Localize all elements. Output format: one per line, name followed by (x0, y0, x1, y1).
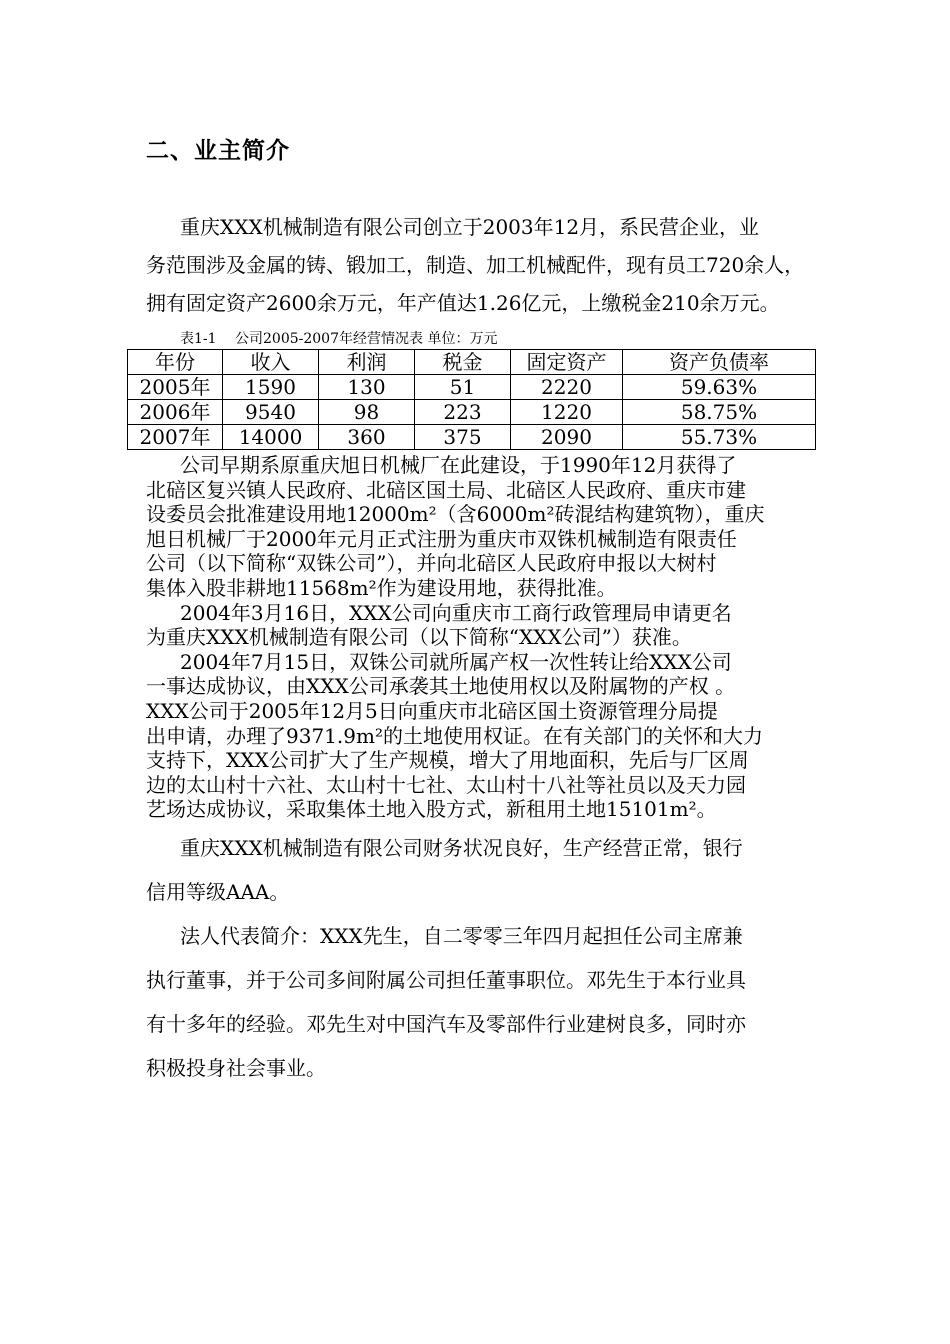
history-line: 艺场达成协议，采取集体土地入股方式，新租用土地15101m²。 (146, 797, 717, 822)
intro-line: 拥有固定资产2600余万元，年产值达1.26亿元，上缴税金210余万元。 (146, 291, 780, 315)
financial-table (127, 349, 816, 450)
table-header-row (128, 350, 816, 375)
history-line: 边的太山村十六社、太山村十七社、太山村十八社等社员以及天力园 (146, 772, 746, 797)
table-cell: 130 (319, 375, 415, 400)
column-header: 资产负债率 (623, 350, 816, 375)
column-header: 年份 (128, 350, 223, 375)
column-header: 利润 (319, 350, 415, 375)
history-paragraphs (146, 453, 818, 822)
table-row (128, 375, 816, 400)
closing-line: 信用等级AAA。 (146, 880, 290, 904)
table-caption (180, 328, 511, 348)
table-cell: 55.73% (623, 425, 816, 450)
history-line: 2004年3月16日，XXX公司向重庆市工商行政管理局申请更名 (180, 600, 732, 625)
history-line: 公司（以下简称“双铢公司”），并向北碚区人民政府申报以大树村 (146, 551, 717, 576)
intro-paragraph (146, 208, 818, 322)
table-cell: 2220 (511, 375, 623, 400)
history-line: 北碚区复兴镇人民政府、北碚区国土局、北碚区人民政府、重庆市建 (146, 477, 746, 502)
history-line: 公司早期系原重庆旭日机械厂在此建设，于1990年12月获得了 (180, 453, 737, 477)
column-header: 固定资产 (511, 350, 623, 375)
history-line: 为重庆XXX机械制造有限公司（以下简称“XXX公司”）获准。 (146, 625, 692, 650)
table-row (128, 400, 816, 425)
closing-line: 执行董事，并于公司多间附属公司担任董事职位。邓先生于本行业具 (146, 968, 746, 992)
column-header: 收入 (223, 350, 319, 375)
history-line: 2004年7月15日，双铢公司就所属产权一次性转让给XXX公司 (180, 649, 732, 674)
history-line: XXX公司于2005年12月5日向重庆市北碚区国土资源管理分局提 (146, 698, 718, 723)
column-header: 税金 (415, 350, 511, 375)
history-line: 一事达成协议，由XXX公司承袭其土地使用权以及附属物的产权 。 (146, 674, 736, 699)
closing-line: 积极投身社会事业。 (146, 1056, 326, 1080)
history-line: 集体入股非耕地11568m²作为建设用地，获得批准。 (146, 575, 617, 600)
table-cell: 1220 (511, 400, 623, 425)
intro-line: 重庆XXX机械制造有限公司创立于2003年12月，系民营企业，业 (180, 215, 760, 239)
closing-line: 有十多年的经验。邓先生对中国汽车及零部件行业建树良多，同时亦 (146, 1012, 746, 1036)
history-line: 支持下，XXX公司扩大了生产规模，增大了用地面积，先后与厂区周 (146, 748, 749, 773)
table-number: 表1-1 (180, 331, 217, 347)
table-cell: 2005年 (128, 375, 223, 400)
table-cell: 51 (415, 375, 511, 400)
table-cell: 2007年 (128, 425, 223, 450)
table-cell: 360 (319, 425, 415, 450)
table-cell: 375 (415, 425, 511, 450)
history-line: 旭日机械厂于2000年元月正式注册为重庆市双铢机械制造有限责任 (146, 526, 737, 551)
table-row (128, 425, 816, 450)
table-title: 公司2005-2007年经营情况表 单位：万元 (235, 331, 498, 347)
table-cell: 14000 (223, 425, 319, 450)
history-line: 设委员会批准建设用地12000m²（含6000m²砖混结构建筑物），重庆 (146, 502, 765, 527)
table-cell: 9540 (223, 400, 319, 425)
closing-paragraphs (146, 826, 818, 1090)
table-cell: 2090 (511, 425, 623, 450)
table-cell: 1590 (223, 375, 319, 400)
table-cell: 2006年 (128, 400, 223, 425)
history-line: 出申请，办理了9371.9m²的土地使用权证。在有关部门的关怀和大力 (146, 723, 763, 748)
table-cell: 58.75% (623, 400, 816, 425)
section-heading: 二、业主简介 (146, 138, 290, 164)
table-cell: 59.63% (623, 375, 816, 400)
table-cell: 98 (319, 400, 415, 425)
closing-line: 法人代表简介：XXX先生，自二零零三年四月起担任公司主席兼 (180, 924, 743, 948)
intro-line: 务范围涉及金属的铸、锻加工，制造、加工机械配件，现有员工720余人， (146, 253, 805, 277)
table-cell: 223 (415, 400, 511, 425)
closing-line: 重庆XXX机械制造有限公司财务状况良好，生产经营正常，银行 (180, 836, 743, 860)
